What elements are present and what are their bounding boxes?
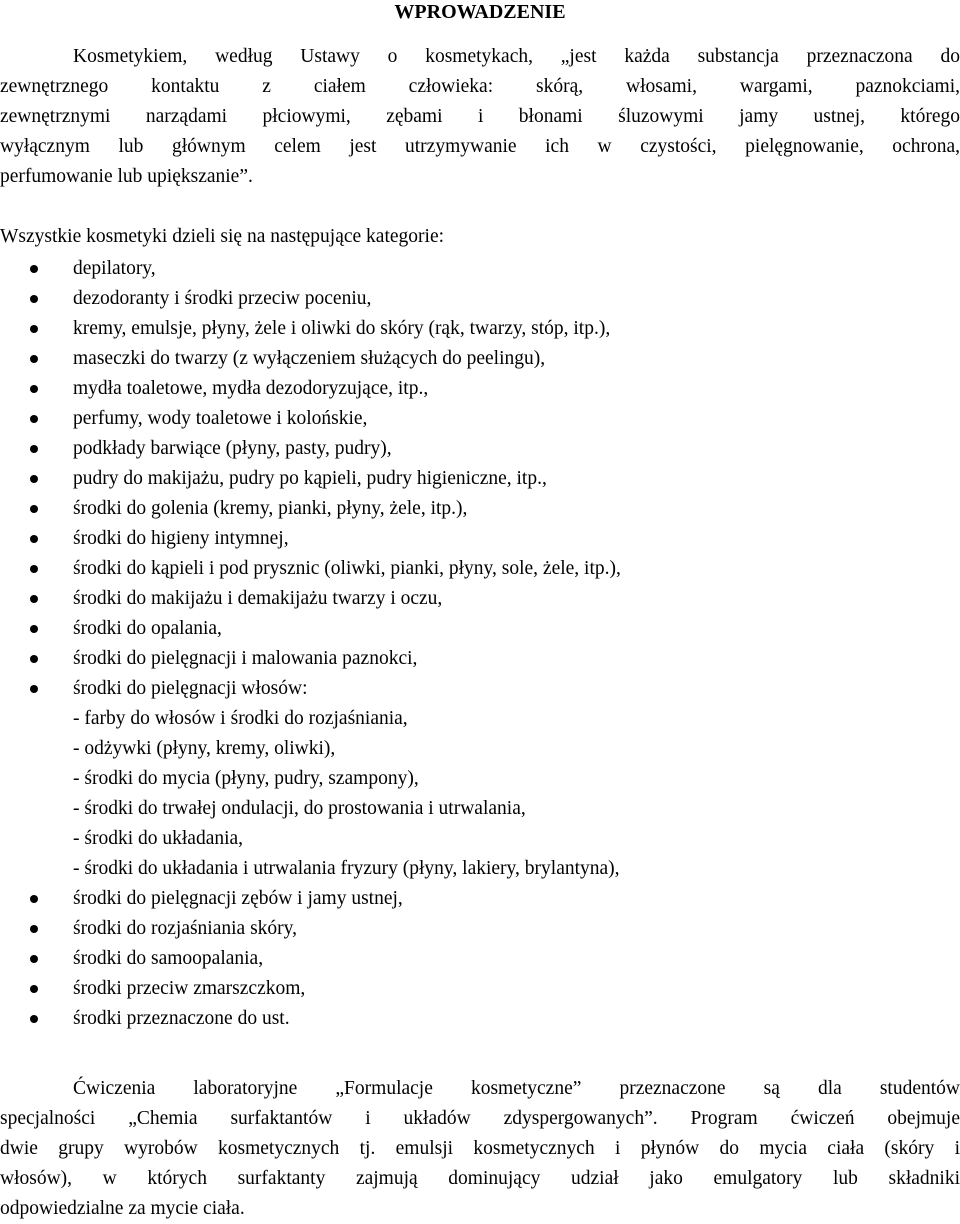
category-text: środki do pielęgnacji i malowania paznokci, [73, 648, 418, 669]
closing-line: Ćwiczenia laboratoryjne „Formulacje kosmetyczne” przeznaczone są dla studentów [73, 1078, 960, 1099]
closing-line: włosów), w których surfaktanty zajmują dominujący udział jako emulgatory lub składniki [0, 1168, 960, 1189]
category-text: środki do kąpieli i pod prysznic (oliwki, pianki, płyny, sole, żele, itp.), [73, 558, 621, 579]
category-sub-item [0, 704, 960, 734]
category-text: środki do samoopalania, [73, 948, 264, 969]
category-list-item [0, 254, 960, 284]
intro-line: perfumowanie lub upiększanie”. [0, 166, 253, 187]
bullet-icon [30, 505, 38, 513]
category-list-item [0, 404, 960, 434]
category-list-item [0, 554, 960, 584]
category-list-item [0, 524, 960, 554]
closing-line: odpowiedzialne za mycie ciała. [0, 1198, 245, 1219]
category-text: - środki do układania, [73, 828, 244, 849]
category-list-item [0, 434, 960, 464]
category-sub-item [0, 854, 960, 884]
category-text: depilatory, [73, 258, 156, 279]
category-list-item [0, 464, 960, 494]
categories-intro [0, 222, 960, 252]
category-text: - odżywki (płyny, kremy, oliwki), [73, 738, 336, 759]
category-sub-item [0, 734, 960, 764]
category-text: środki do pielęgnacji zębów i jamy ustnej, [73, 888, 403, 909]
category-list-item [0, 494, 960, 524]
category-text: maseczki do twarzy (z wyłączeniem służących do peelingu), [73, 348, 546, 369]
bullet-icon [30, 265, 38, 273]
bullet-icon [30, 895, 38, 903]
category-list-item [0, 374, 960, 404]
category-text: środki przeciw zmarszczkom, [73, 978, 306, 999]
category-list-item [0, 674, 960, 704]
category-text: kremy, emulsje, płyny, żele i oliwki do skóry (rąk, twarzy, stóp, itp.), [73, 318, 611, 339]
category-text: podkłady barwiące (płyny, pasty, pudry), [73, 438, 392, 459]
category-text: mydła toaletowe, mydła dezodoryzujące, itp., [73, 378, 429, 399]
closing-paragraph [0, 1074, 960, 1224]
category-list-item [0, 614, 960, 644]
category-list-item [0, 314, 960, 344]
bullet-icon [30, 535, 38, 543]
category-list-item [0, 974, 960, 1004]
page-title: WPROWADZENIE [394, 1, 566, 23]
closing-line: specjalności „Chemia surfaktantów i układów zdyspergowanych”. Program ćwiczeń obejmuje [0, 1108, 960, 1129]
closing-line: dwie grupy wyrobów kosmetycznych tj. emulsji kosmetycznych i płynów do mycia ciała (skóry i [0, 1138, 960, 1159]
category-text: środki do makijażu i demakijażu twarzy i oczu, [73, 588, 443, 609]
category-list-item [0, 1004, 960, 1034]
intro-line: wyłącznym lub głównym celem jest utrzymywanie ich w czystości, pielęgnowanie, ochrona, [0, 136, 960, 157]
bullet-icon [30, 685, 38, 693]
bullet-icon [30, 475, 38, 483]
category-text: - środki do mycia (płyny, pudry, szampony), [73, 768, 419, 789]
intro-line: zewnętrznego kontaktu z ciałem człowieka: skórą, włosami, wargami, paznokciami, [0, 76, 960, 97]
intro-paragraph [0, 42, 960, 192]
bullet-icon [30, 925, 38, 933]
category-text: środki do pielęgnacji włosów: [73, 678, 308, 699]
category-list-item [0, 644, 960, 674]
category-list-item [0, 584, 960, 614]
category-text: dezodoranty i środki przeciw poceniu, [73, 288, 372, 309]
category-text: pudry do makijażu, pudry po kąpieli, pudry higieniczne, itp., [73, 468, 547, 489]
category-text: perfumy, wody toaletowe i kolońskie, [73, 408, 368, 429]
category-text: - farby do włosów i środki do rozjaśniania, [73, 708, 408, 729]
category-text: środki do rozjaśniania skóry, [73, 918, 298, 939]
category-list-item [0, 284, 960, 314]
category-text: - środki do trwałej ondulacji, do prostowania i utrwalania, [73, 798, 526, 819]
bullet-icon [30, 595, 38, 603]
bullet-icon [30, 295, 38, 303]
category-list-item [0, 344, 960, 374]
category-text: środki do higieny intymnej, [73, 528, 289, 549]
bullet-icon [30, 565, 38, 573]
intro-line: zewnętrznymi narządami płciowymi, zębami i błonami śluzowymi jamy ustnej, którego [0, 106, 960, 127]
bullet-icon [30, 625, 38, 633]
bullet-icon [30, 1015, 38, 1023]
category-text: - środki do układania i utrwalania fryzury (płyny, lakiery, brylantyna), [73, 858, 620, 879]
category-text: środki do golenia (kremy, pianki, płyny, żele, itp.), [73, 498, 468, 519]
categories-intro-text: Wszystkie kosmetyki dzieli się na następujące kategorie: [0, 226, 445, 247]
bullet-icon [30, 325, 38, 333]
intro-line: Kosmetykiem, według Ustawy o kosmetykach, „jest każda substancja przeznaczona do [73, 46, 960, 67]
category-sub-item [0, 794, 960, 824]
category-sub-item [0, 824, 960, 854]
category-text: środki do opalania, [73, 618, 222, 639]
category-text: środki przeznaczone do ust. [73, 1008, 290, 1029]
category-list-item [0, 884, 960, 914]
category-list-item [0, 944, 960, 974]
bullet-icon [30, 355, 38, 363]
category-list-item [0, 914, 960, 944]
category-sub-item [0, 764, 960, 794]
bullet-icon [30, 415, 38, 423]
bullet-icon [30, 985, 38, 993]
bullet-icon [30, 955, 38, 963]
category-list [0, 254, 960, 1034]
bullet-icon [30, 445, 38, 453]
bullet-icon [30, 655, 38, 663]
bullet-icon [30, 385, 38, 393]
